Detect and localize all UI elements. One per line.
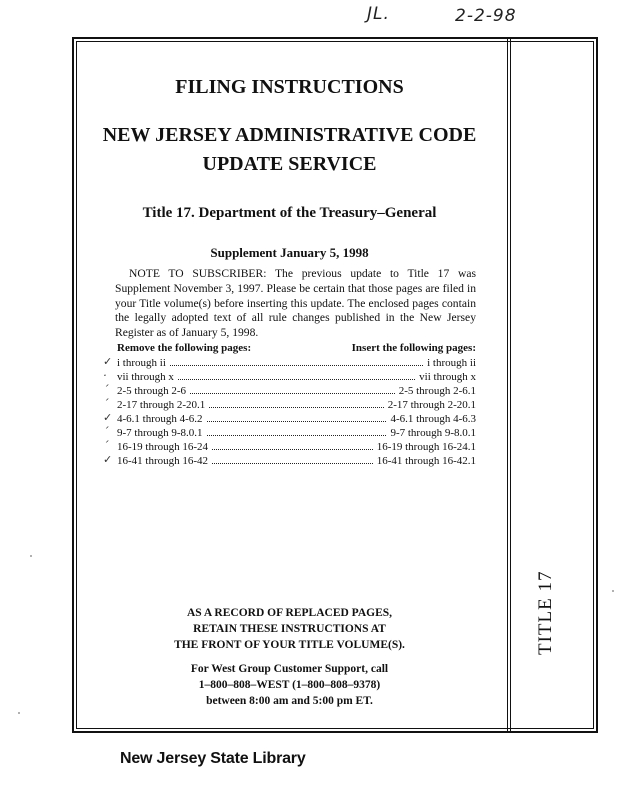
check-mark-icon: ´ bbox=[103, 425, 109, 438]
remove-pages: 2-5 through 2-6 bbox=[117, 385, 187, 397]
check-mark-icon: ´ bbox=[103, 383, 109, 396]
check-mark-icon: ´ bbox=[103, 439, 109, 452]
insert-header: Insert the following pages: bbox=[351, 342, 476, 354]
insert-pages: vii through x bbox=[419, 371, 476, 383]
handwritten-date: 2-2-98 bbox=[455, 6, 517, 26]
dot-leader bbox=[212, 454, 373, 464]
check-mark-icon: ✓ bbox=[103, 453, 113, 466]
support-line-3: between 8:00 am and 5:00 pm ET. bbox=[206, 695, 373, 707]
table-row bbox=[103, 397, 476, 412]
scan-speck bbox=[30, 555, 32, 557]
insert-pages: 16-41 through 16-42.1 bbox=[376, 455, 476, 467]
insert-pages: 4-6.1 through 4-6.3 bbox=[390, 413, 476, 425]
check-mark-icon: ´ bbox=[103, 397, 109, 410]
side-rule bbox=[507, 37, 511, 733]
dot-leader bbox=[178, 370, 415, 380]
insert-pages: 2-5 through 2-6.1 bbox=[398, 385, 476, 397]
supplement-date: Supplement January 5, 1998 bbox=[210, 245, 369, 260]
insert-pages: 9-7 through 9-8.0.1 bbox=[390, 427, 476, 439]
subscriber-note: NOTE TO SUBSCRIBER: The previous update to Title 17 was Supplement November 3, 1997. Please be certain that those pages are filed in your Title volume(s) before inserting this update. The enclosed pages contain the legally adopted text of all rule changes published in the New Jersey Register as of January 5, 1998. bbox=[115, 267, 476, 340]
check-mark-icon: ✓ bbox=[103, 355, 113, 368]
dot-leader bbox=[212, 440, 373, 450]
table-row bbox=[103, 453, 476, 468]
check-mark-icon: · bbox=[103, 369, 107, 382]
remove-header: Remove the following pages: bbox=[117, 342, 252, 354]
record-notice-line-2: RETAIN THESE INSTRUCTIONS AT bbox=[193, 623, 386, 635]
code-title-line-1: NEW JERSEY ADMINISTRATIVE CODE bbox=[102, 124, 477, 146]
subtitle: Title 17. Department of the Treasury–General bbox=[142, 205, 437, 221]
dot-leader bbox=[209, 398, 383, 408]
scan-speck bbox=[18, 712, 20, 714]
remove-pages: 9-7 through 9-8.0.1 bbox=[117, 427, 203, 439]
remove-pages: i through ii bbox=[117, 357, 166, 369]
table-row bbox=[103, 439, 476, 454]
scan-speck bbox=[612, 590, 614, 592]
page-title: FILING INSTRUCTIONS bbox=[175, 76, 404, 98]
code-title-line-2: UPDATE SERVICE bbox=[202, 153, 377, 175]
insert-pages: i through ii bbox=[427, 357, 476, 369]
table-row bbox=[103, 411, 476, 426]
library-stamp: New Jersey State Library bbox=[120, 750, 306, 767]
dot-leader bbox=[207, 426, 387, 436]
support-line-2: 1–800–808–WEST (1–800–808–9378) bbox=[198, 679, 381, 691]
table-row bbox=[103, 383, 476, 398]
dot-leader bbox=[190, 384, 395, 394]
side-title-label: TITLE 17 bbox=[535, 570, 556, 655]
dot-leader bbox=[170, 356, 423, 366]
table-row bbox=[103, 355, 476, 370]
record-notice bbox=[72, 605, 507, 653]
remove-pages: 16-19 through 16-24 bbox=[117, 441, 209, 453]
handwritten-initials: JL. bbox=[367, 4, 390, 24]
table-row bbox=[103, 425, 476, 440]
remove-pages: vii through x bbox=[117, 371, 174, 383]
dot-leader bbox=[207, 412, 387, 422]
support-line-1: For West Group Customer Support, call bbox=[190, 663, 389, 675]
insert-pages: 2-17 through 2-20.1 bbox=[387, 399, 476, 411]
record-notice-line-3: THE FRONT OF YOUR TITLE VOLUME(S). bbox=[174, 639, 405, 651]
support-notice bbox=[72, 661, 507, 709]
record-notice-line-1: AS A RECORD OF REPLACED PAGES, bbox=[186, 607, 393, 619]
remove-pages: 2-17 through 2-20.1 bbox=[117, 399, 206, 411]
remove-pages: 4-6.1 through 4-6.2 bbox=[117, 413, 203, 425]
table-row bbox=[103, 369, 476, 384]
remove-pages: 16-41 through 16-42 bbox=[117, 455, 209, 467]
check-mark-icon: ✓ bbox=[103, 411, 113, 424]
insert-pages: 16-19 through 16-24.1 bbox=[376, 441, 476, 453]
